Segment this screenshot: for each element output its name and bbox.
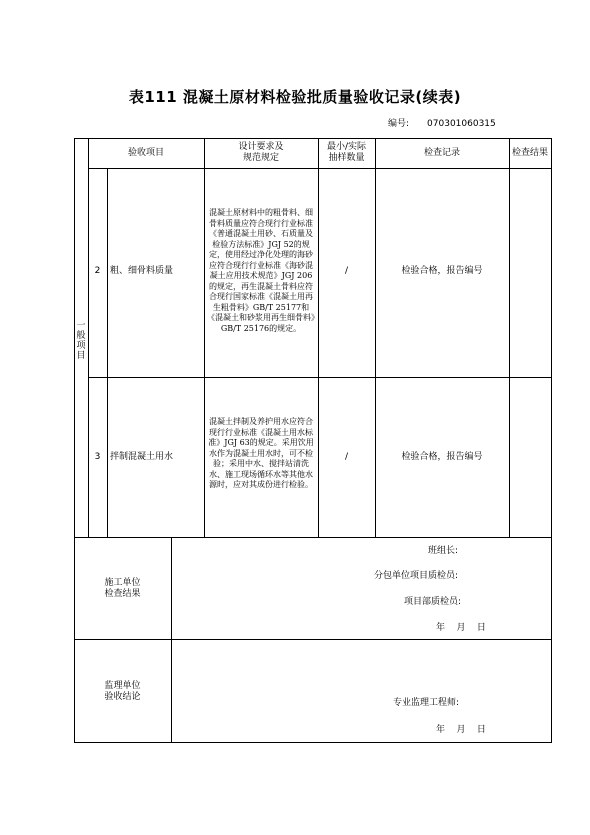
header-sample-quantity: 最小/实际 抽样数量 [326, 142, 367, 163]
table-border-right [551, 138, 552, 743]
supervision-unit-label: 监理单位 验收结论 [104, 681, 141, 702]
construction-divider [74, 639, 552, 640]
row-sample: / [344, 452, 349, 462]
row-record: 检验合格，报告编号 [401, 266, 483, 276]
label-col-line [171, 537, 172, 742]
subcontractor-inspector-label: 分包单位项目质检员: [374, 571, 459, 581]
construction-unit-label: 施工单位 检查结果 [104, 578, 141, 599]
header-divider [88, 168, 552, 169]
inspection-table [74, 138, 552, 742]
row-item-name: 拌制混凝土用水 [110, 452, 174, 462]
record-col-line [509, 138, 510, 537]
document-number-value: 070301060315 [427, 119, 496, 129]
row-requirement: 混凝土原材料中的粗骨料、细骨料质量应符合现行行业标准《普通混凝土用砂、石质量及检验方法标准》JGJ 52的规定，使用经过净化处理的海砂应符合现行行业标准《海砂混凝土应用技术规范》JGJ 206的规定，再生混凝土骨料应符合现行国家标准《混凝土用再生粗骨料》GB/T 25177和《混凝土和砂浆用再生细骨料》GB/T 25176的规定。 [207, 208, 315, 333]
document-number-label: 编号: [388, 119, 410, 129]
item-col-line [204, 138, 205, 537]
req-col-line [318, 138, 319, 537]
project-inspector-label: 项目部质检员: [404, 597, 462, 607]
sample-col-line [375, 138, 376, 537]
row-sample: / [344, 266, 349, 276]
section-general-items: 一 般 项 目 [76, 321, 86, 361]
header-check-record: 检查记录 [423, 148, 460, 158]
table-border-bottom [74, 742, 552, 743]
header-item: 验收项目 [127, 148, 164, 158]
table-border-top [74, 138, 552, 139]
row-num: 2 [94, 266, 101, 276]
supervision-date: 年 月 日 [436, 725, 486, 735]
team-leader-label: 班组长: [428, 546, 459, 556]
supervision-engineer-label: 专业监理工程师: [393, 698, 460, 708]
row-num: 3 [94, 452, 101, 462]
row-divider [88, 377, 552, 378]
row-item-name: 粗、细骨料质量 [110, 266, 174, 276]
page-title: 表111 混凝土原材料检验批质量验收记录(续表) [128, 88, 462, 106]
row-record: 检验合格，报告编号 [401, 452, 483, 462]
section-col-line [88, 138, 89, 537]
table-border-left [74, 138, 75, 743]
document-number [388, 116, 496, 129]
row-requirement: 混凝土拌制及养护用水应符合现行行业标准《混凝土用水标准》JGJ 63的规定。采用饮用水作为混凝土用水时，可不检验；采用中水、搅拌站清洗水、施工现场循环水等其他水源时，应对其成份进行检验。 [208, 417, 314, 489]
construction-date: 年 月 日 [436, 623, 486, 633]
header-design-requirement: 设计要求及 规范规定 [238, 142, 284, 163]
num-col-line [107, 168, 108, 537]
section-divider [74, 537, 552, 538]
header-check-result: 检查结果 [511, 148, 548, 158]
